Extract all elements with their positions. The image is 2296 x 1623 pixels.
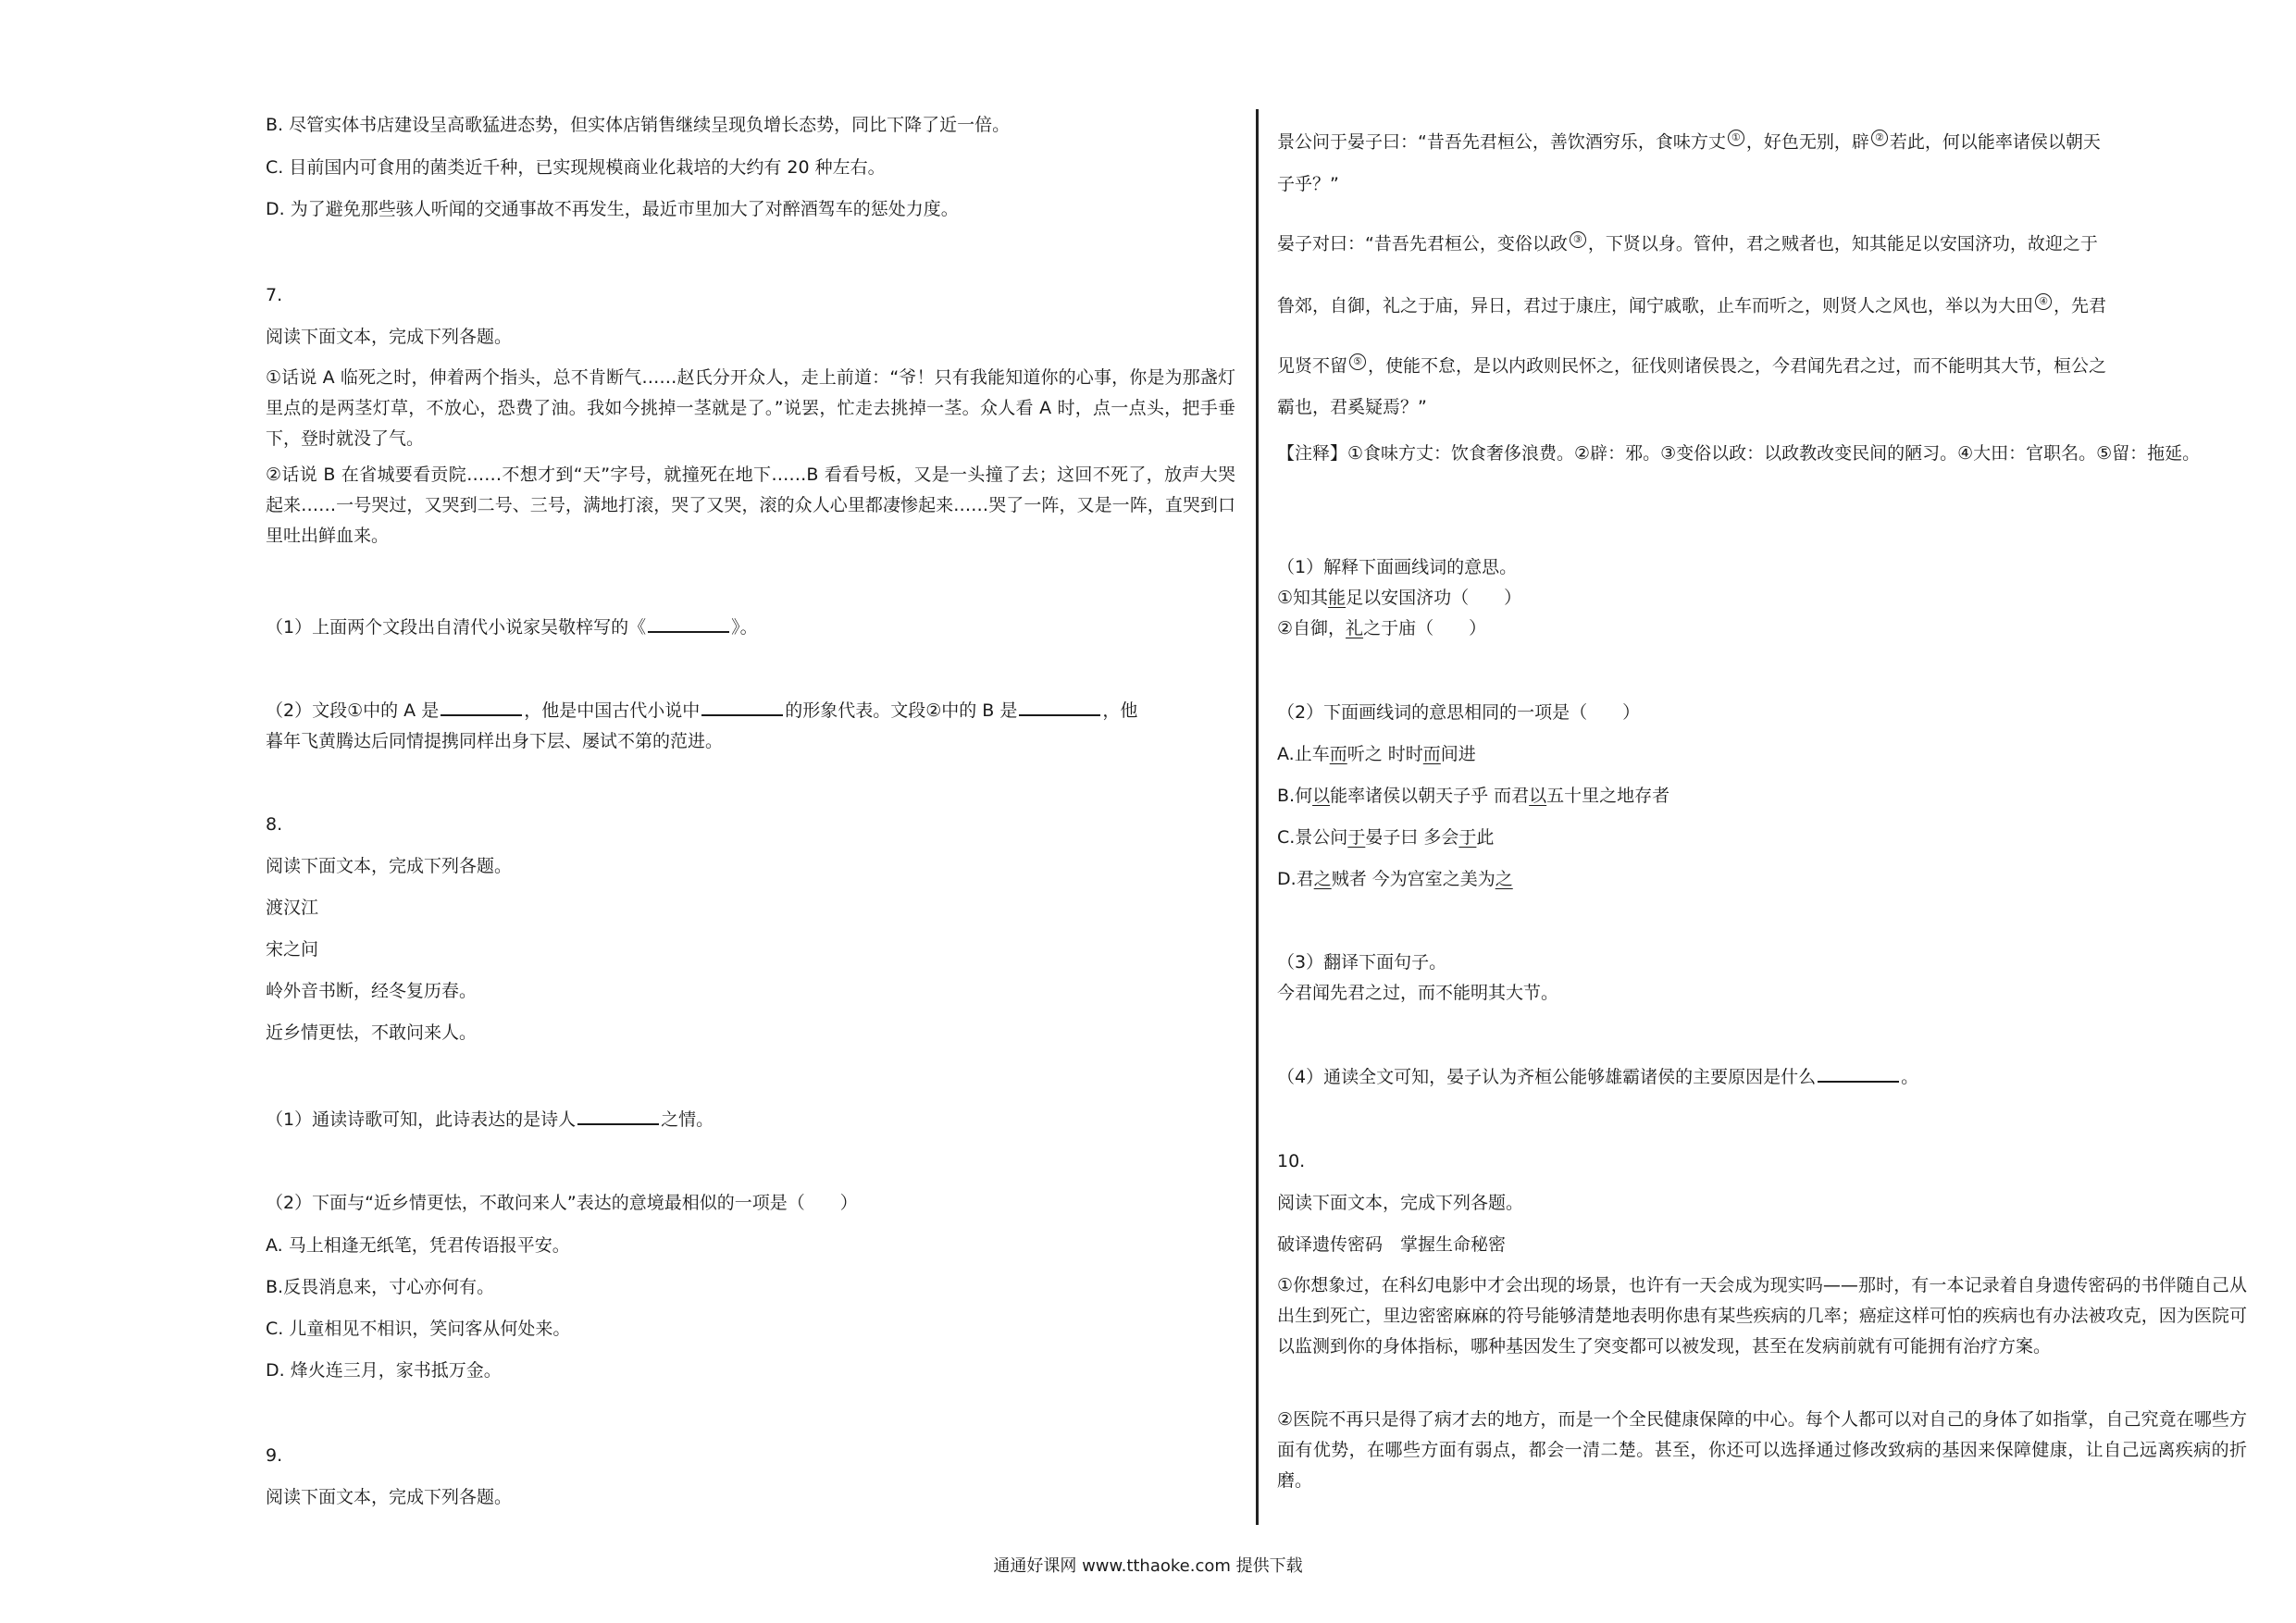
q8-number: 8. xyxy=(266,814,283,835)
poem-line-2: 近乡情更怯，不敢问来人。 xyxy=(266,1022,478,1043)
footnote-marker-5: ⑤ xyxy=(1349,353,1366,370)
page-footer: 通通好课网 www.tthaoke.com 提供下载 xyxy=(993,1556,1303,1576)
option-text: 贼者 今为宫室之美为 xyxy=(1331,869,1496,889)
q9-sub2-option-a xyxy=(1277,742,1476,766)
option-text: 晏子曰 多会 xyxy=(1365,827,1459,848)
answer-blank[interactable] xyxy=(1019,698,1100,716)
q9-sub3-sentence: 今君闻先君之过，而不能明其大节。 xyxy=(1277,983,1559,1003)
q10-article-title: 破译遗传密码 掌握生命秘密 xyxy=(1277,1234,1507,1255)
option-text: A.止车 xyxy=(1277,744,1330,764)
footnote-marker-2: ② xyxy=(1871,130,1888,146)
footnote-marker-3: ③ xyxy=(1570,231,1586,248)
q8-sub1 xyxy=(266,1107,714,1132)
item-text: ①知其 xyxy=(1277,588,1329,608)
option-text: 五十里之地存者 xyxy=(1546,786,1670,806)
q7-sub1-text-b: 》。 xyxy=(731,617,758,638)
passage-text: 若此，何以能率诸侯以朝天 xyxy=(1889,131,2101,153)
footnote-marker-4: ④ xyxy=(2035,293,2052,310)
q7-sub1-text-a: （1）上面两个文段出自清代小说家吴敬梓写的《 xyxy=(266,617,647,638)
q9-sub2-option-d xyxy=(1277,867,1513,891)
q10-intro: 阅读下面文本，完成下列各题。 xyxy=(1277,1193,1524,1213)
q6-option-c: C. 目前国内可食用的菌类近千种，已实现规模商业化栽培的大约有 20 种左右。 xyxy=(266,157,886,178)
option-text: 此 xyxy=(1476,827,1495,848)
question-text: （4）通读全文可知，晏子认为齐桓公能够雄霸诸侯的主要原因是什么 xyxy=(1277,1067,1817,1087)
q7-paragraph-1: ①话说 A 临死之时，伸着两个指头，总不肯断气……赵氏分开众人，走上前道：“爷！只有我能知道你的心事，你是为那盏灯里点的是两茎灯草，不放心，恐费了油。我如今挑掉一茎就是了。”说罢，忙走去挑掉一茎。众人看 A 时，点一点头，把手垂下，登时就没了气。 xyxy=(266,367,1235,449)
q7-sub2-text-c: 的形象代表。文段②中的 B 是 xyxy=(785,700,1018,721)
answer-blank[interactable] xyxy=(441,698,522,716)
q9-intro: 阅读下面文本，完成下列各题。 xyxy=(266,1487,513,1507)
q8-sub1-text-a: （1）通读诗歌可知，此诗表达的是诗人 xyxy=(266,1109,577,1130)
q9-sub1-title: （1）解释下面画线词的意思。 xyxy=(1277,557,1518,577)
q9-sub1-item-2 xyxy=(1277,616,1486,640)
underlined-word: 能 xyxy=(1328,588,1347,608)
q7-sub2-text-d: ，他 xyxy=(1102,700,1138,721)
q9-sub2-option-b xyxy=(1277,784,1669,808)
underlined-word: 之 xyxy=(1313,869,1332,889)
q9-sub3-title: （3）翻译下面句子。 xyxy=(1277,952,1447,973)
column-divider xyxy=(1256,109,1259,1525)
passage-line-2: 子乎？” xyxy=(1277,174,1339,194)
q7-sub2-text-b: ，他是中国古代小说中 xyxy=(524,700,701,721)
passage-line-6: 霸也，君奚疑焉？” xyxy=(1277,397,1427,417)
passage-text: 晏子对曰：“昔吾先君桓公，变俗以政 xyxy=(1277,233,1568,254)
underlined-word: 而 xyxy=(1329,744,1347,764)
option-text: C.景公问 xyxy=(1277,827,1348,848)
option-text: B.何 xyxy=(1277,786,1313,806)
underlined-word: 礼 xyxy=(1346,618,1364,638)
footnote-marker-1: ① xyxy=(1728,130,1744,146)
q10-paragraph-2: ②医院不再只是得了病才去的地方，而是一个全民健康保障的中心。每个人都可以对自己的身体了如指掌，自己究竟在哪些方面有优势，在哪些方面有弱点，都会一清二楚。甚至，你还可以选择通过修改致病的基因来保障健康，让自己远离疾病的折磨。 xyxy=(1277,1409,2247,1491)
annotation-note: 【注释】①食味方丈：饮食奢侈浪费。②辟：邪。③变俗以政：以政教改变民间的陋习。④大田：官职名。⑤留：拖延。 xyxy=(1277,443,2201,464)
q7-sub1 xyxy=(266,614,758,639)
passage-line-3 xyxy=(1277,231,2098,255)
q6-option-b: B. 尽管实体书店建设呈高歌猛进态势，但实体店销售继续呈现负增长态势，同比下降了近一倍。 xyxy=(266,115,1011,135)
q9-sub4 xyxy=(1277,1064,1918,1089)
passage-text: 景公问于晏子曰：“昔吾先君桓公，善饮酒穷乐，食味方丈 xyxy=(1277,131,1726,153)
q7-intro: 阅读下面文本，完成下列各题。 xyxy=(266,327,513,347)
q7-sub2 xyxy=(266,698,1235,723)
underlined-word: 于 xyxy=(1347,827,1366,848)
poem-line-1: 岭外音书断，经冬复历春。 xyxy=(266,981,478,1001)
passage-text: ，下贤以身。管仲，君之贼者也，知其能足以安国济功，故迎之于 xyxy=(1587,233,2098,254)
q8-intro: 阅读下面文本，完成下列各题。 xyxy=(266,856,513,876)
item-text: 足以安国济功（ ） xyxy=(1346,588,1522,608)
underlined-word: 以 xyxy=(1529,786,1547,806)
passage-text: ，先君 xyxy=(2054,295,2107,316)
underlined-word: 之 xyxy=(1495,869,1513,889)
q9-sub2-option-c xyxy=(1277,825,1494,849)
q8-sub2: （2）下面与“近乡情更怯，不敢问来人”表达的意境最相似的一项是（ ） xyxy=(266,1193,858,1213)
underlined-word: 而 xyxy=(1422,744,1441,764)
q7-sub2-text-a: （2）文段①中的 A 是 xyxy=(266,700,440,721)
passage-text: ，好色无别，辟 xyxy=(1745,131,1869,153)
answer-blank[interactable] xyxy=(577,1107,659,1125)
answer-blank[interactable] xyxy=(1818,1064,1899,1083)
passage-text: ，使能不怠，是以内政则民怀之，征伐则诸侯畏之，今君闻先君之过，而不能明其大节，桓公之 xyxy=(1368,355,2107,377)
q8-sub1-text-b: 之情。 xyxy=(661,1109,714,1130)
q7-sub2-continued: 暮年飞黄腾达后同情提携同样出身下层、屡试不第的范进。 xyxy=(266,731,724,751)
option-text: D.君 xyxy=(1277,869,1314,889)
q9-sub2-title: （2）下面画线词的意思相同的一项是（ ） xyxy=(1277,702,1641,723)
passage-text: 鲁郊，自御，礼之于庙，异日，君过于康庄，闻宁戚歌，止车而听之，则贤人之风也，举以为大田 xyxy=(1277,295,2034,316)
underlined-word: 以 xyxy=(1312,786,1331,806)
q10-paragraph-1: ①你想象过，在科幻电影中才会出现的场景，也许有一天会成为现实吗——那时，有一本记录着自身遗传密码的书伴随自己从出生到死亡，里边密密麻麻的符号能够清楚地表明你患有某些疾病的几率；癌症这样可怕的疾病也有办法被攻克，因为医院可以监测到你的身体指标，哪种基因发生了突变都可以被发现，甚至在发病前就有可能拥有治疗方案。 xyxy=(1277,1275,2247,1357)
passage-line-5 xyxy=(1277,353,2106,378)
q10-number: 10. xyxy=(1277,1151,1306,1171)
option-text: 间进 xyxy=(1440,744,1476,764)
passage-line-4 xyxy=(1277,293,2106,317)
item-text: ②自御， xyxy=(1277,618,1347,638)
q8-option-d: D. 烽火连三月，家书抵万金。 xyxy=(266,1360,502,1381)
q8-option-a: A. 马上相逢无纸笔，凭君传语报平安。 xyxy=(266,1235,570,1256)
q9-number: 9. xyxy=(266,1445,283,1466)
poem-title: 渡汉江 xyxy=(266,898,319,918)
option-text: 听之 时时 xyxy=(1347,744,1423,764)
passage-line-1 xyxy=(1277,130,2101,154)
q7-paragraph-2: ②话说 B 在省城要看贡院……不想才到“天”字号，就撞死在地下……B 看看号板，又是一头撞了去；这回不死了，放声大哭起来……一号哭过，又哭到二号、三号，满地打滚，哭了又哭，滚的众人心里都凄惨起来……哭了一阵，又是一阵，直哭到口里吐出鲜血来。 xyxy=(266,465,1235,546)
passage-text: 见贤不留 xyxy=(1277,355,1348,377)
q6-option-d: D. 为了避免那些骇人听闻的交通事故不再发生，最近市里加大了对醉酒驾车的惩处力度。 xyxy=(266,199,959,219)
q7-number: 7. xyxy=(266,285,283,305)
answer-blank[interactable] xyxy=(701,698,783,716)
q8-option-c: C. 儿童相见不相识，笑问客从何处来。 xyxy=(266,1319,571,1339)
option-text: 能率诸侯以朝天子乎 而君 xyxy=(1330,786,1530,806)
item-text: 之于庙（ ） xyxy=(1363,618,1487,638)
q8-option-b: B.反畏消息来，寸心亦何有。 xyxy=(266,1277,495,1297)
q9-sub1-item-1 xyxy=(1277,586,1521,610)
underlined-word: 于 xyxy=(1458,827,1477,848)
poem-author: 宋之问 xyxy=(266,939,319,960)
question-text: 。 xyxy=(1901,1067,1919,1087)
answer-blank[interactable] xyxy=(648,614,729,633)
